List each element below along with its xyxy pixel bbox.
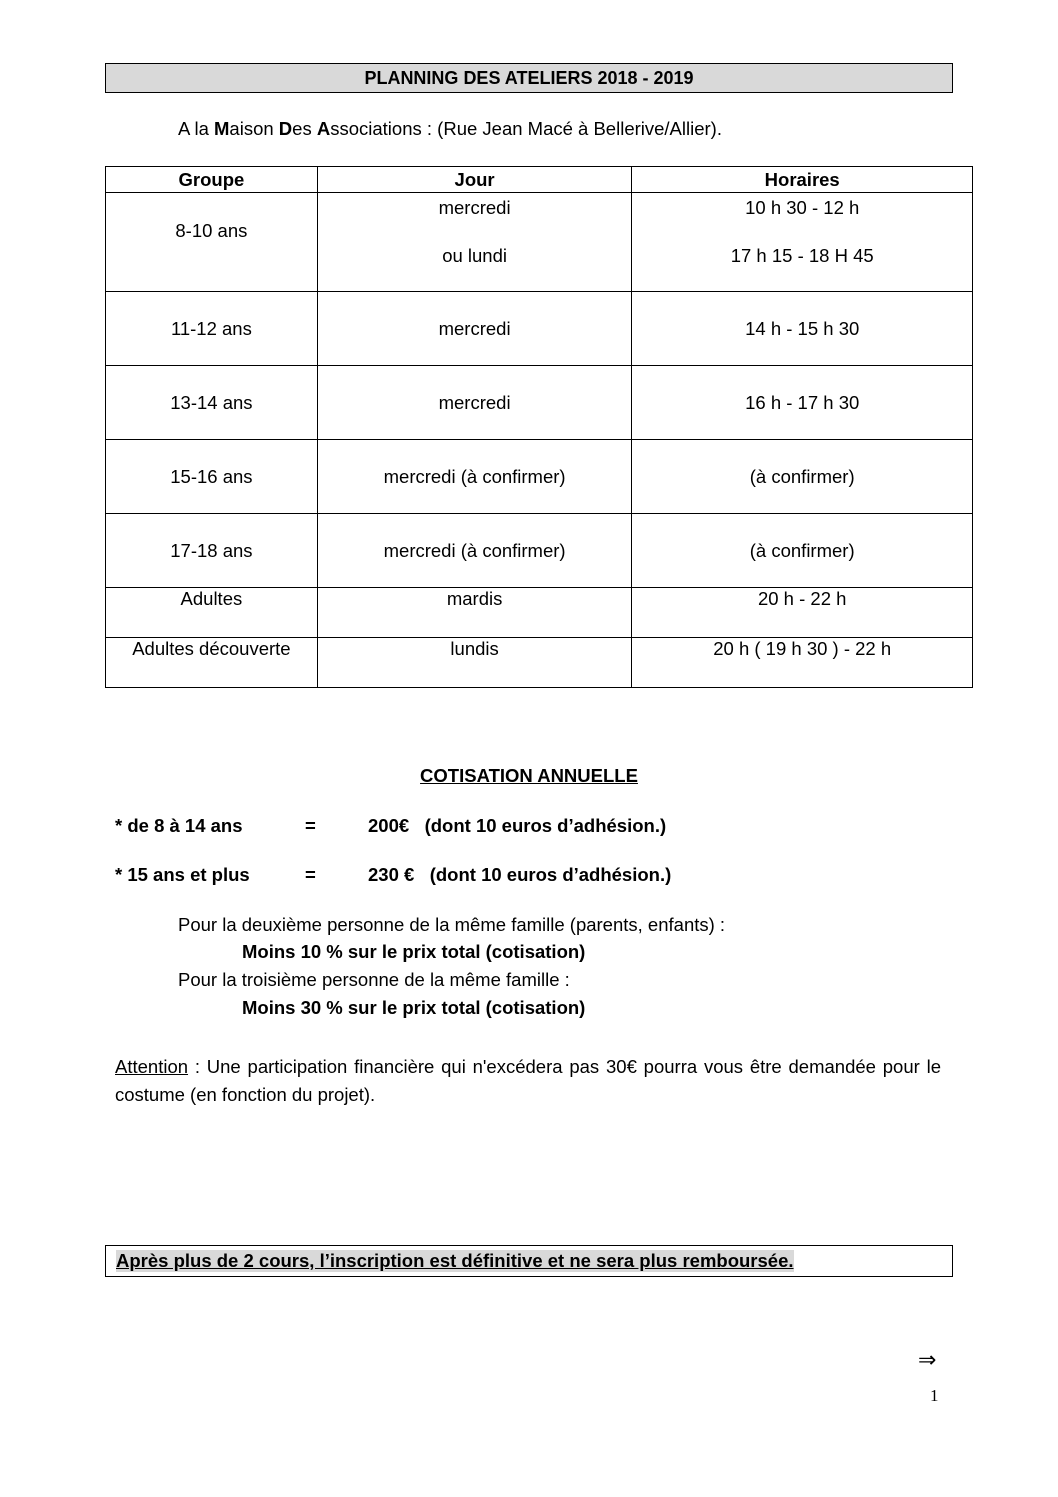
table-row (106, 193, 973, 292)
cell-jour: mercredi (à confirmer) (317, 440, 632, 514)
header-horaires: Horaires (632, 167, 973, 193)
cell-jour: lundis (317, 638, 632, 688)
cell-groupe: 13-14 ans (106, 366, 318, 440)
refund-notice-text: Après plus de 2 cours, l’inscription est définitive et ne sera plus remboursée. (116, 1250, 794, 1271)
attention-text: : Une participation financière qui n'excédera pas 30€ pourra vous être demandée pour le costume (en fonction du projet). (115, 1056, 941, 1105)
table-row (106, 514, 973, 588)
page-title (105, 63, 953, 93)
groupe-text: 8-10 ans (175, 220, 248, 241)
location-text-2: M (214, 118, 230, 139)
table-row (106, 638, 973, 688)
cell-jour: mercredi (317, 292, 632, 366)
next-page-arrow-icon: ⇒ (918, 1348, 937, 1373)
page-title-text: PLANNING DES ATELIERS 2018 - 2019 (364, 67, 694, 88)
fee-label: * de 8 à 14 ans (115, 815, 243, 836)
page-number: 1 (930, 1386, 939, 1405)
refund-notice (105, 1245, 953, 1277)
location-text-4: D (278, 118, 293, 139)
table-row (106, 292, 973, 366)
location-text-5: es (292, 118, 317, 139)
location-address: : (Rue Jean Macé à Bellerive/Allier). (421, 118, 722, 139)
cell-jour: mercredi (à confirmer) (317, 514, 632, 588)
cell-groupe (106, 193, 318, 292)
cell-horaires: 20 h ( 19 h 30 ) - 22 h (632, 638, 973, 688)
horaires-line-1: 10 h 30 - 12 h (745, 197, 860, 218)
fee-value: 200€ (dont 10 euros d’adhésion.) (368, 815, 667, 836)
location-text-6: A (316, 118, 331, 139)
cotisation-title (0, 765, 1058, 787)
cell-horaires: 16 h - 17 h 30 (632, 366, 973, 440)
fee-label: * 15 ans et plus (115, 864, 250, 885)
schedule-table (105, 166, 973, 688)
fee-equals: = (305, 815, 316, 836)
cotisation-title-text: COTISATION ANNUELLE (420, 765, 638, 786)
third-person-discount: Moins 30 % sur le prix total (cotisation) (242, 997, 586, 1018)
cell-groupe: Adultes découverte (106, 638, 318, 688)
location-text-1: A la (178, 118, 214, 139)
cell-horaires: 20 h - 22 h (632, 588, 973, 638)
location-text-7: ssociations (330, 118, 422, 139)
jour-line-1: mercredi (438, 197, 511, 218)
second-person-text: Pour la deuxième personne de la même famille (parents, enfants) : (178, 914, 726, 935)
cell-horaires: (à confirmer) (632, 440, 973, 514)
third-person-text: Pour la troisième personne de la même famille : (178, 969, 570, 990)
cell-jour: mardis (317, 588, 632, 638)
table-header-row (106, 167, 973, 193)
cell-horaires: (à confirmer) (632, 514, 973, 588)
cell-jour (317, 193, 632, 292)
fee-value: 230 € (dont 10 euros d’adhésion.) (368, 864, 672, 885)
cell-groupe: 11-12 ans (106, 292, 318, 366)
location-text-3: aison (229, 118, 279, 139)
header-jour: Jour (317, 167, 632, 193)
cell-groupe: Adultes (106, 588, 318, 638)
location-line (178, 118, 722, 140)
jour-line-2: ou lundi (442, 245, 507, 266)
cell-horaires (632, 193, 973, 292)
cell-jour: mercredi (317, 366, 632, 440)
table-row (106, 366, 973, 440)
table-row (106, 440, 973, 514)
table-row (106, 588, 973, 638)
attention-label: Attention (115, 1056, 189, 1077)
second-person-discount: Moins 10 % sur le prix total (cotisation) (242, 941, 586, 962)
fee-equals: = (305, 864, 316, 885)
cell-groupe: 15-16 ans (106, 440, 318, 514)
cell-groupe: 17-18 ans (106, 514, 318, 588)
attention-paragraph (115, 1053, 941, 1109)
cell-horaires: 14 h - 15 h 30 (632, 292, 973, 366)
header-groupe: Groupe (106, 167, 318, 193)
horaires-line-2: 17 h 15 - 18 H 45 (730, 245, 874, 266)
